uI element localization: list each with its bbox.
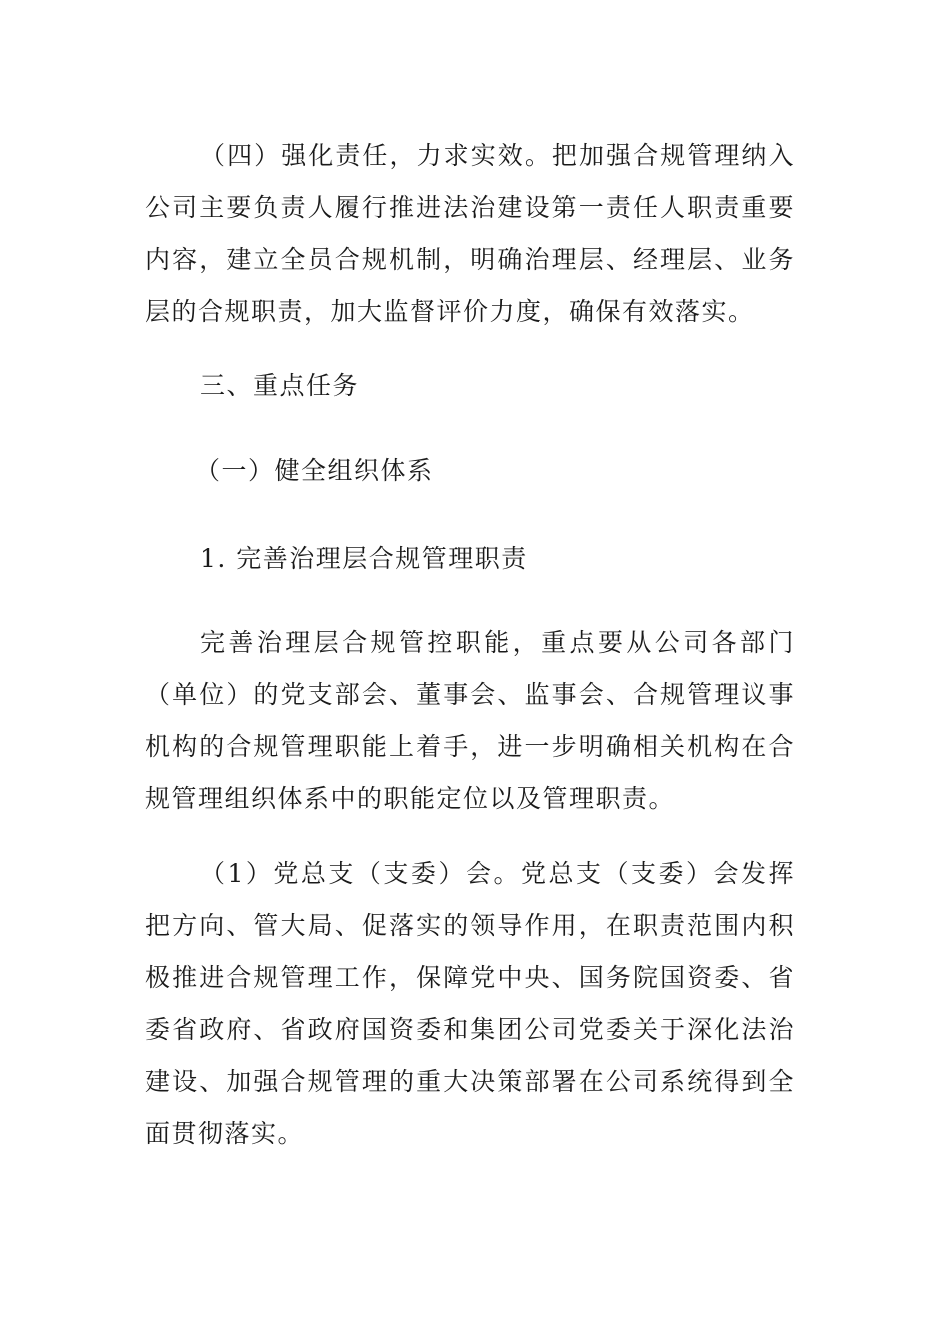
subsection-heading-organization-system: （一）健全组织体系 — [195, 456, 434, 485]
paragraph-governance-duties: 完善治理层合规管控职能，重点要从公司各部门（单位）的党支部会、董事会、监事会、合规管理议事机构的合规管理职能上着手，进一步明确相关机构在合规管理组织体系中的职能定位以及管理职责。 — [145, 628, 795, 813]
item-heading-governance-duties: 1. 完善治理层合规管理职责 — [200, 544, 528, 573]
section-heading-key-tasks: 三、重点任务 — [200, 371, 360, 400]
paragraph-party-branch-committee: （1）党总支（支委）会。党总支（支委）会发挥把方向、管大局、促落实的领导作用，在职责范围内积极推进合规管理工作，保障党中央、国务院国资委、省委省政府、省政府国资委和集团公司党委关于深化法治建设、加强合规管理的重大决策部署在公司系统得到全面贯彻落实。 — [145, 859, 795, 1148]
paragraph-strengthen-responsibility: （四）强化责任，力求实效。把加强合规管理纳入公司主要负责人履行推进法治建设第一责任人职责重要内容，建立全员合规机制，明确治理层、经理层、业务层的合规职责，加大监督评价力度，确保有效落实。 — [145, 141, 795, 326]
